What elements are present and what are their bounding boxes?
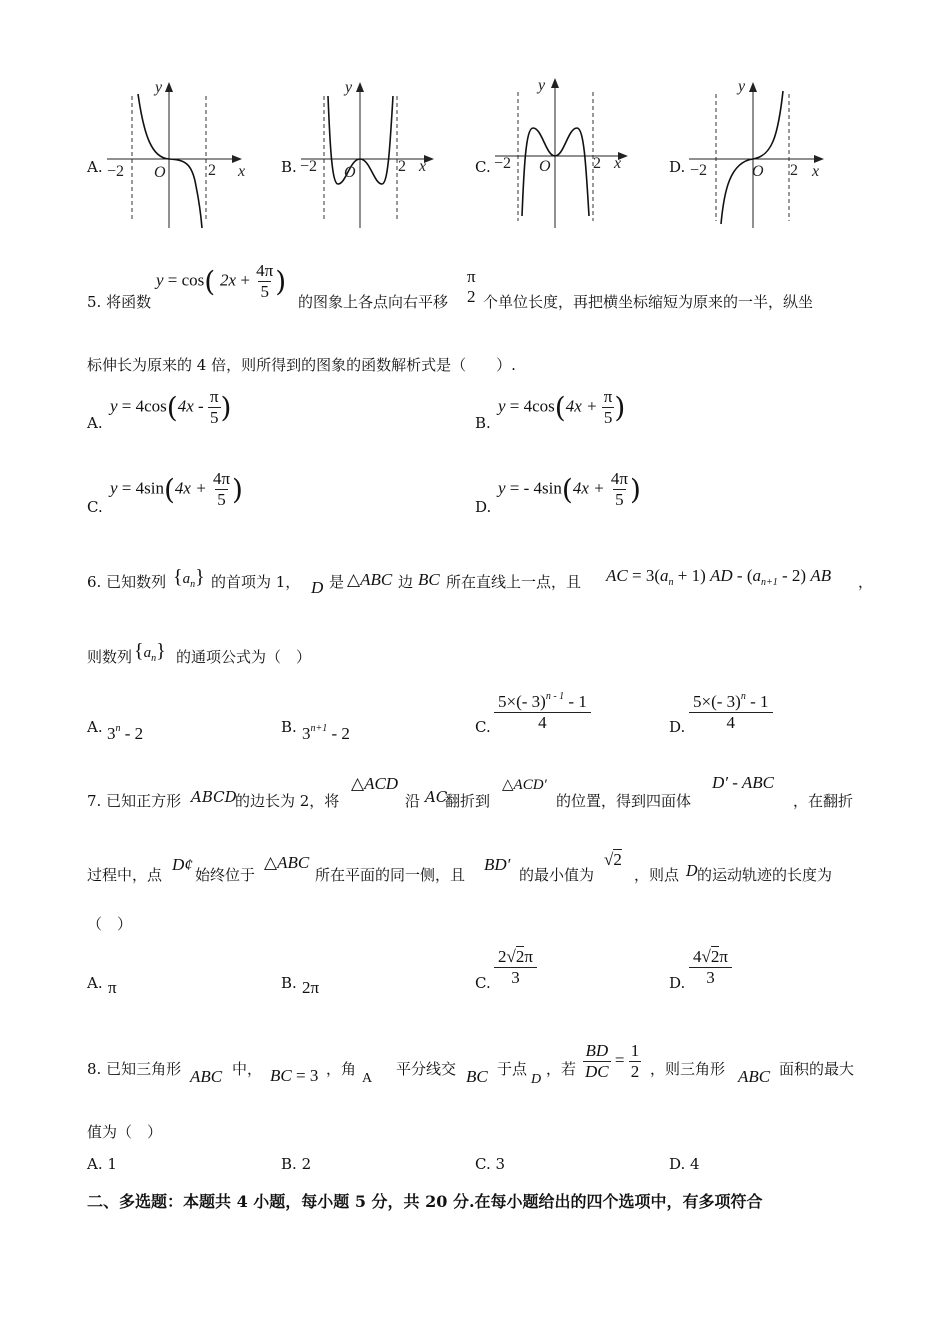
q5-shift: π 2: [467, 267, 476, 306]
q6-side: BC: [418, 570, 440, 589]
q7-l2-d: 的最小值为: [519, 866, 595, 884]
q4-option-c-label: C.: [475, 158, 491, 176]
q7-number: 7. 已知正方形: [87, 792, 182, 810]
q5-option-d-label: D.: [475, 498, 492, 516]
q7-t1: 的边长为 2，将: [235, 792, 340, 810]
q6-option-c-label: C.: [475, 718, 491, 736]
q7-paren: （ ）: [87, 915, 133, 933]
tick-pos: 2: [790, 162, 798, 179]
y-label: y: [738, 78, 746, 95]
q7-option-b: 2π: [302, 978, 320, 997]
x-label: x: [614, 155, 622, 172]
x-axis-arrow: [814, 155, 824, 163]
q7-option-c-label: C.: [475, 974, 491, 992]
q8-t4: 于点: [497, 1060, 528, 1078]
q8-option-d: D. 4: [669, 1155, 700, 1173]
q7-option-a-label: A.: [87, 974, 103, 992]
q5-function: y = cos( 2x + $\frac{4\pi}{5}$ ): [156, 261, 287, 301]
section-2-heading: 二、多选题：本题共 4 小题，每小题 5 分，共 20 分.在每小题给出的四个选项中，有多项符合: [87, 1192, 763, 1211]
tick-neg: −2: [300, 158, 318, 175]
tick-neg: −2: [107, 163, 125, 180]
q6-line2-post: 的通项公式为（ ）: [176, 648, 312, 666]
q6-triangle: △ABC: [347, 570, 393, 589]
q8-option-a: A. 1: [87, 1155, 117, 1173]
q8-t2: ，角: [326, 1060, 357, 1078]
q7-l2-f: 的运动轨迹的长度为: [697, 866, 833, 884]
tick-neg: −2: [494, 155, 512, 172]
q7-option-d: $\frac{4√2\pi}{3}$: [691, 948, 730, 987]
q7-l2-triangle: △ABC: [264, 853, 310, 872]
q5-option-a: y = 4cos(4x - $\frac{\pi}{5}$ ): [110, 387, 232, 427]
q7-t5: ，在翻折: [793, 792, 854, 810]
q5-line2: 标伸长为原来的 4 倍，则所得到的图象的函数解析式是（ ）.: [87, 356, 516, 374]
q7-option-c: $\frac{2√2\pi}{3}$: [496, 948, 535, 987]
q6-point-d: D: [311, 578, 324, 597]
q8-triangle-2: ABC: [738, 1067, 771, 1086]
q7-t4: 的位置，得到四面体: [556, 792, 692, 810]
q4-option-d-label: D.: [669, 158, 686, 176]
q6-comma: ，: [858, 573, 874, 591]
q4-graph-a: [104, 76, 254, 232]
q7-option-a: π: [108, 978, 117, 997]
q4-graph-b: [298, 76, 448, 232]
q6-option-b-label: B.: [281, 718, 297, 736]
q6-equation: AC = $3(a_n + 1)$ AD - $(a_{n+1} - 2)$ AB: [606, 566, 832, 588]
q7-l2-point: D¢: [172, 855, 193, 874]
q4-option-a-label: A.: [87, 158, 103, 176]
x-label: x: [238, 163, 246, 180]
y-label: y: [155, 79, 163, 96]
q6-option-a: 3$^n$ - 2: [107, 723, 144, 743]
curve: [138, 94, 202, 228]
q7-l2-e: ，则点: [634, 866, 680, 884]
curve: [721, 91, 783, 224]
y-axis-arrow: [165, 82, 173, 92]
q6-option-c: $\frac{5\times(- 3)^{n - 1} - 1}{4}$: [496, 692, 589, 732]
y-axis-arrow: [356, 82, 364, 92]
q7-l2-b: 始终位于: [195, 866, 256, 884]
q5-option-c: y = 4sin(4x + $\frac{4\pi}{5}$ ): [110, 469, 243, 509]
q8-t7: 面积的最大: [779, 1060, 855, 1078]
y-axis-arrow: [749, 82, 757, 92]
q4-option-b-label: B.: [281, 158, 297, 176]
q8-bc: BC = 3: [270, 1066, 319, 1085]
q6-option-a-label: A.: [87, 718, 103, 736]
tick-pos: 2: [208, 162, 216, 179]
y-label: y: [345, 79, 353, 96]
q8-t5: ，若: [546, 1060, 577, 1078]
q8-t1: 中，: [232, 1060, 263, 1078]
q7-t2: 沿: [405, 792, 421, 810]
origin-label: O: [154, 164, 166, 181]
y-axis-arrow: [551, 78, 559, 88]
tick-pos: 2: [593, 155, 601, 172]
q8-t6: ，则三角形: [650, 1060, 726, 1078]
q7-t3: 翻折到: [445, 792, 491, 810]
q8-number: 8. 已知三角形: [87, 1060, 182, 1078]
q8-ratio: $\frac{BD}{DC}$ = $\frac{1}{2}$: [585, 1041, 640, 1081]
q5-option-a-label: A.: [87, 414, 103, 432]
q4-graph-c: [492, 76, 642, 232]
q6-line2-pre: 则数列: [87, 648, 133, 666]
q8-side: BC: [466, 1067, 488, 1086]
q6-t1: 的首项为 1，: [211, 573, 301, 591]
q7-l2-a: 过程中，点: [87, 866, 163, 884]
q7-triangle-2: △ACD′: [502, 777, 547, 793]
tick-pos: 2: [398, 158, 406, 175]
origin-label: O: [344, 164, 356, 181]
x-axis-arrow: [232, 155, 242, 163]
q6-option-d: $\frac{5\times(- 3)^n - 1}{4}$: [691, 692, 771, 732]
q6-number: 6. 已知数列: [87, 573, 167, 591]
q8-triangle: ABC: [190, 1067, 223, 1086]
q7-l2-c: 所在平面的同一侧，且: [315, 866, 466, 884]
q8-option-c: C. 3: [475, 1155, 506, 1173]
q6-option-d-label: D.: [669, 718, 686, 736]
q6-option-b: $3^{n+1} - 2$: [302, 723, 350, 743]
tick-neg: −2: [690, 162, 708, 179]
q8-line2: 值为（ ）: [87, 1123, 163, 1141]
q5-number: 5. 将函数: [87, 293, 152, 311]
q7-square: ABCD: [191, 788, 237, 806]
q7-l2-d-point: D: [686, 862, 699, 880]
q8-angle: A: [362, 1071, 373, 1086]
q4-graph-d: [686, 76, 836, 232]
q5-text1: 的图象上各点向右平移: [298, 293, 449, 311]
x-label: x: [419, 158, 427, 175]
q6-t4: 所在直线上一点，且: [446, 573, 582, 591]
q5-option-b: y = 4cos(4x + $\frac{\pi}{5}$ ): [498, 387, 626, 427]
q5-option-d: y = - 4sin(4x + $\frac{4\pi}{5}$ ): [498, 469, 641, 509]
q5-option-b-label: B.: [475, 414, 491, 432]
q7-option-d-label: D.: [669, 974, 686, 992]
q7-l2-bd: BD′: [484, 855, 511, 874]
q6-t3: 边: [398, 573, 414, 591]
y-label: y: [538, 77, 546, 94]
x-label: x: [812, 163, 820, 180]
q8-option-b: B. 2: [281, 1155, 312, 1173]
q6-t2: 是: [329, 573, 345, 591]
q7-tetrahedron: D′ - ABC: [712, 773, 774, 792]
q7-ac: AC: [425, 788, 448, 806]
q8-point: D: [531, 1072, 542, 1087]
q7-l2-sqrt: √2: [604, 850, 622, 869]
q6-seq-2: $\{a_n\}$: [134, 640, 166, 664]
origin-label: O: [539, 158, 551, 175]
q7-triangle-1: △ACD: [351, 774, 399, 793]
origin-label: O: [752, 163, 764, 180]
q7-option-b-label: B.: [281, 974, 297, 992]
q6-seq: $\{a_n\}$: [173, 566, 205, 590]
q5-option-c-label: C.: [87, 498, 103, 516]
q8-t3: 平分线交: [396, 1060, 457, 1078]
q5-text2: 个单位长度，再把横坐标缩短为原来的一半，纵坐: [483, 293, 814, 311]
